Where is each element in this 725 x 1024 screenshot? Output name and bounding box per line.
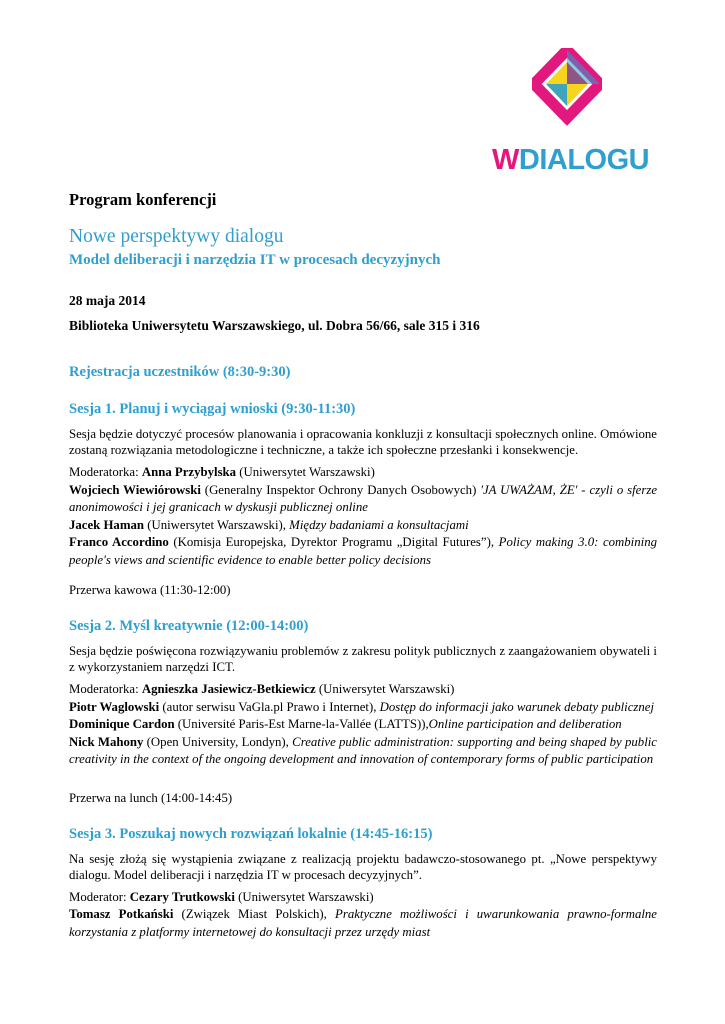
moderator-label: Moderator: [69,889,130,904]
logo-wordmark [492,144,650,177]
speaker-name: Franco Accordino [69,535,169,549]
diamond-logo-icon [532,48,602,140]
speaker-entry [69,906,657,941]
moderator-affiliation: (Uniwersytet Warszawski) [315,682,455,696]
talk-title: Online participation and deliberation [428,717,622,731]
talk-title: 'JA UWAŻAM, ŻE' - czyli o sferze anonimowości i jej granicach w dyskusji publicznej online [69,482,657,514]
registration-heading: Rejestracja uczestników (8:30-9:30) [69,364,291,380]
speaker-affiliation: (Generalny Inspektor Ochrony Danych Osobowych) [200,482,481,497]
speaker-affiliation: (Komisja Europejska, Dyrektor Programu „Digital Futures”), [168,535,499,549]
session-2-speakers [69,681,657,769]
lunch-break: Przerwa na lunch (14:00-14:45) [69,790,233,805]
program-heading: Program konferencji [69,190,217,209]
session-3-moderator [69,889,657,907]
conference-title: Nowe perspektywy dialogu [69,226,284,247]
session-3-heading: Sesja 3. Poszukaj nowych rozwiązań lokalnie (14:45-16:15) [69,825,433,842]
speaker-name: Nick Mahony [69,734,144,749]
conference-date: 28 maja 2014 [69,293,146,308]
conference-subtitle: Model deliberacji i narzędzia IT w procesach decyzyjnych [69,252,441,268]
talk-title: Dostęp do informacji jako warunek debaty publicznej [379,699,655,714]
conference-venue: Biblioteka Uniwersytetu Warszawskiego, ul. Dobra 56/66, sale 315 i 316 [69,318,480,333]
session-3-speakers [69,889,657,942]
session-3-description: Na sesję złożą się wystąpienia związane z realizacją projektu badawczo-stosowanego pt. „Nowe perspektywy dialogu. Model deliberacji i narzędzia IT w procesach decyzyjnych”. [69,851,657,882]
speaker-name: Tomasz Potkański [69,907,174,921]
program-content [69,190,657,941]
moderator-label: Moderatorka: [69,465,142,479]
speaker-entry [69,517,657,535]
moderator-name: Cezary Trutkowski [129,889,235,904]
speaker-entry [69,734,657,769]
logo-rest-text: DIALOGU [518,144,650,176]
wdialogu-logo [492,48,650,178]
moderator-label: Moderatorka: [69,682,142,696]
session-2-description: Sesja będzie poświęcona rozwiązywaniu problemów z zakresu polityk publicznych z zaangażowaniem obywateli i z wykorzystaniem narzędzi ICT. [69,644,657,674]
speaker-entry [69,716,657,734]
speaker-name: Piotr Waglowski [69,699,160,714]
speaker-affiliation: (Uniwersytet Warszawski), [144,517,290,532]
logo-w-letter: W [492,144,519,176]
talk-title: Między badaniami a konsultacjami [289,517,469,532]
speaker-name: Dominique Cardon [69,717,175,731]
speaker-affiliation: (Université Paris-Est Marne-la-Vallée (LATTS)), [174,717,429,731]
speaker-entry [69,482,657,517]
moderator-affiliation: (Uniwersytet Warszawski) [234,889,374,904]
moderator-name: Agnieszka Jasiewicz-Betkiewicz [141,682,316,696]
talk-title: Praktyczne możliwości i uwarunkowania prawno-formalne korzystania z platformy internetowej do konsultacji przez urzędy miast [69,907,657,939]
session-1-description: Sesja będzie dotyczyć procesów planowania i opracowania konkluzji z konsultacji społecznych online. Omówione zostaną rozwiązania metodologiczne i techniczne, a także ich społeczne przesłanki i konsekwencje. [69,427,657,457]
speaker-entry [69,534,657,569]
session-1-heading: Sesja 1. Planuj i wyciągaj wnioski (9:30-11:30) [69,401,356,417]
session-2-moderator [69,681,657,699]
session-2-heading: Sesja 2. Myśl kreatywnie (12:00-14:00) [69,618,309,634]
talk-title: Policy making 3.0: combining people's views and scientific evidence to enable better policy decisions [69,535,657,567]
moderator-name: Anna Przybylska [141,465,237,479]
speaker-name: Wojciech Wiewiórowski [69,482,201,497]
coffee-break: Przerwa kawowa (11:30-12:00) [69,583,231,597]
speaker-affiliation: (Związek Miast Polskich), [173,907,336,921]
talk-title: Creative public administration: supporting and being shaped by public creativity in the context of the ongoing development and innovation of contemporary forms of public participation [69,734,657,766]
speaker-entry [69,699,657,717]
moderator-affiliation: (Uniwersytet Warszawski) [236,465,375,479]
session-1-speakers [69,464,657,569]
speaker-affiliation: (Open University, Londyn), [143,734,293,749]
session-1-moderator [69,464,657,482]
speaker-name: Jacek Haman [69,517,145,532]
speaker-affiliation: (autor serwisu VaGla.pl Prawo i Internet), [159,699,380,714]
